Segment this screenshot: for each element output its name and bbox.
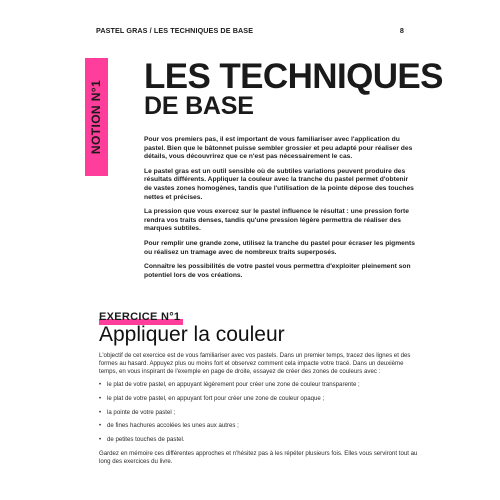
- list-item: [99, 381, 419, 389]
- bullet-icon: •: [99, 394, 102, 402]
- exercise-outro: Gardez en mémoire ces différentes approches et n'hésitez pas à les répéter plusieurs fois. Elles vous serviront tout au long des exercices du livre.: [99, 450, 418, 466]
- list-item-text: la pointe de votre pastel ;: [107, 408, 176, 416]
- page-title-line-2: DE BASE: [144, 92, 254, 120]
- list-item-text: de petites touches de pastel.: [107, 436, 185, 444]
- exercise-label: EXERCICE N°1: [99, 311, 181, 323]
- running-header: [96, 26, 404, 35]
- list-item-text: le plat de votre pastel, en appuyant légèrement pour créer une zone de couleur transparente ;: [107, 380, 360, 388]
- intro-paragraph: Connaître les possibilités de votre pastel vous permettra d'exploiter pleinement son potentiel lors de vos créations.: [144, 263, 411, 279]
- exercise-intro: L'objectif de cet exercice est de vous familiariser avec vos pastels. Dans un premier temps, tracez des lignes et des formes au hasard. Appuyez plus ou moins fort et observez comment cela impacte votre tracé. Dans un deuxième temps, en vous inspirant de l'exemple en page de droite, essayez de créer des zones de couleurs avec :: [99, 352, 411, 375]
- list-item: [99, 436, 419, 444]
- exercise-body: [99, 352, 419, 471]
- intro-paragraph: La pression que vous exercez sur le pastel influence le résultat : une pression forte rendra vos traits denses, tandis qu'une pression légère permettra de réaliser des marques subtiles.: [144, 208, 409, 233]
- notion-label: NOTION N°1: [89, 79, 103, 155]
- bullet-icon: •: [99, 380, 102, 388]
- intro-paragraph: Le pastel gras est un outil sensible où de subtiles variations peuvent produire des résultats différents. Appliquer la couleur avec la tranche du pastel permet d'obtenir de vastes zones homogènes, tandis que l'utilisation de la pointe dépose des touches nettes et précises.: [144, 167, 414, 201]
- page-title-line-1: LES TECHNIQUES: [144, 57, 443, 96]
- intro-text: [144, 136, 416, 286]
- list-item: [99, 422, 419, 430]
- bullet-icon: •: [99, 436, 102, 444]
- list-item: [99, 395, 419, 403]
- list-item-text: le plat de votre pastel, en appuyant fort pour créer une zone de couleur opaque ;: [107, 394, 325, 402]
- page-number: 8: [399, 26, 404, 35]
- bullet-icon: •: [99, 422, 102, 430]
- list-item: [99, 409, 419, 417]
- exercise-list: [99, 381, 419, 445]
- list-item-text: de fines hachures accolées les unes aux autres ;: [107, 422, 239, 430]
- intro-paragraph: Pour remplir une grande zone, utilisez la tranche du pastel pour écraser les pigments ou réalisez un tramage avec de nombreux traits superposés.: [144, 239, 415, 256]
- running-title: PASTEL GRAS / LES TECHNIQUES DE BASE: [96, 26, 254, 35]
- exercise-title: Appliquer la couleur: [99, 323, 285, 346]
- intro-paragraph: Pour vos premiers pas, il est important de vous familiariser avec l'application du pastel. Bien que le bâtonnet puisse sembler grossier et peu adapté pour réaliser des détails, vous découvrirez que ce n'est pas nécessairement le cas.: [144, 136, 413, 161]
- bullet-icon: •: [99, 408, 102, 416]
